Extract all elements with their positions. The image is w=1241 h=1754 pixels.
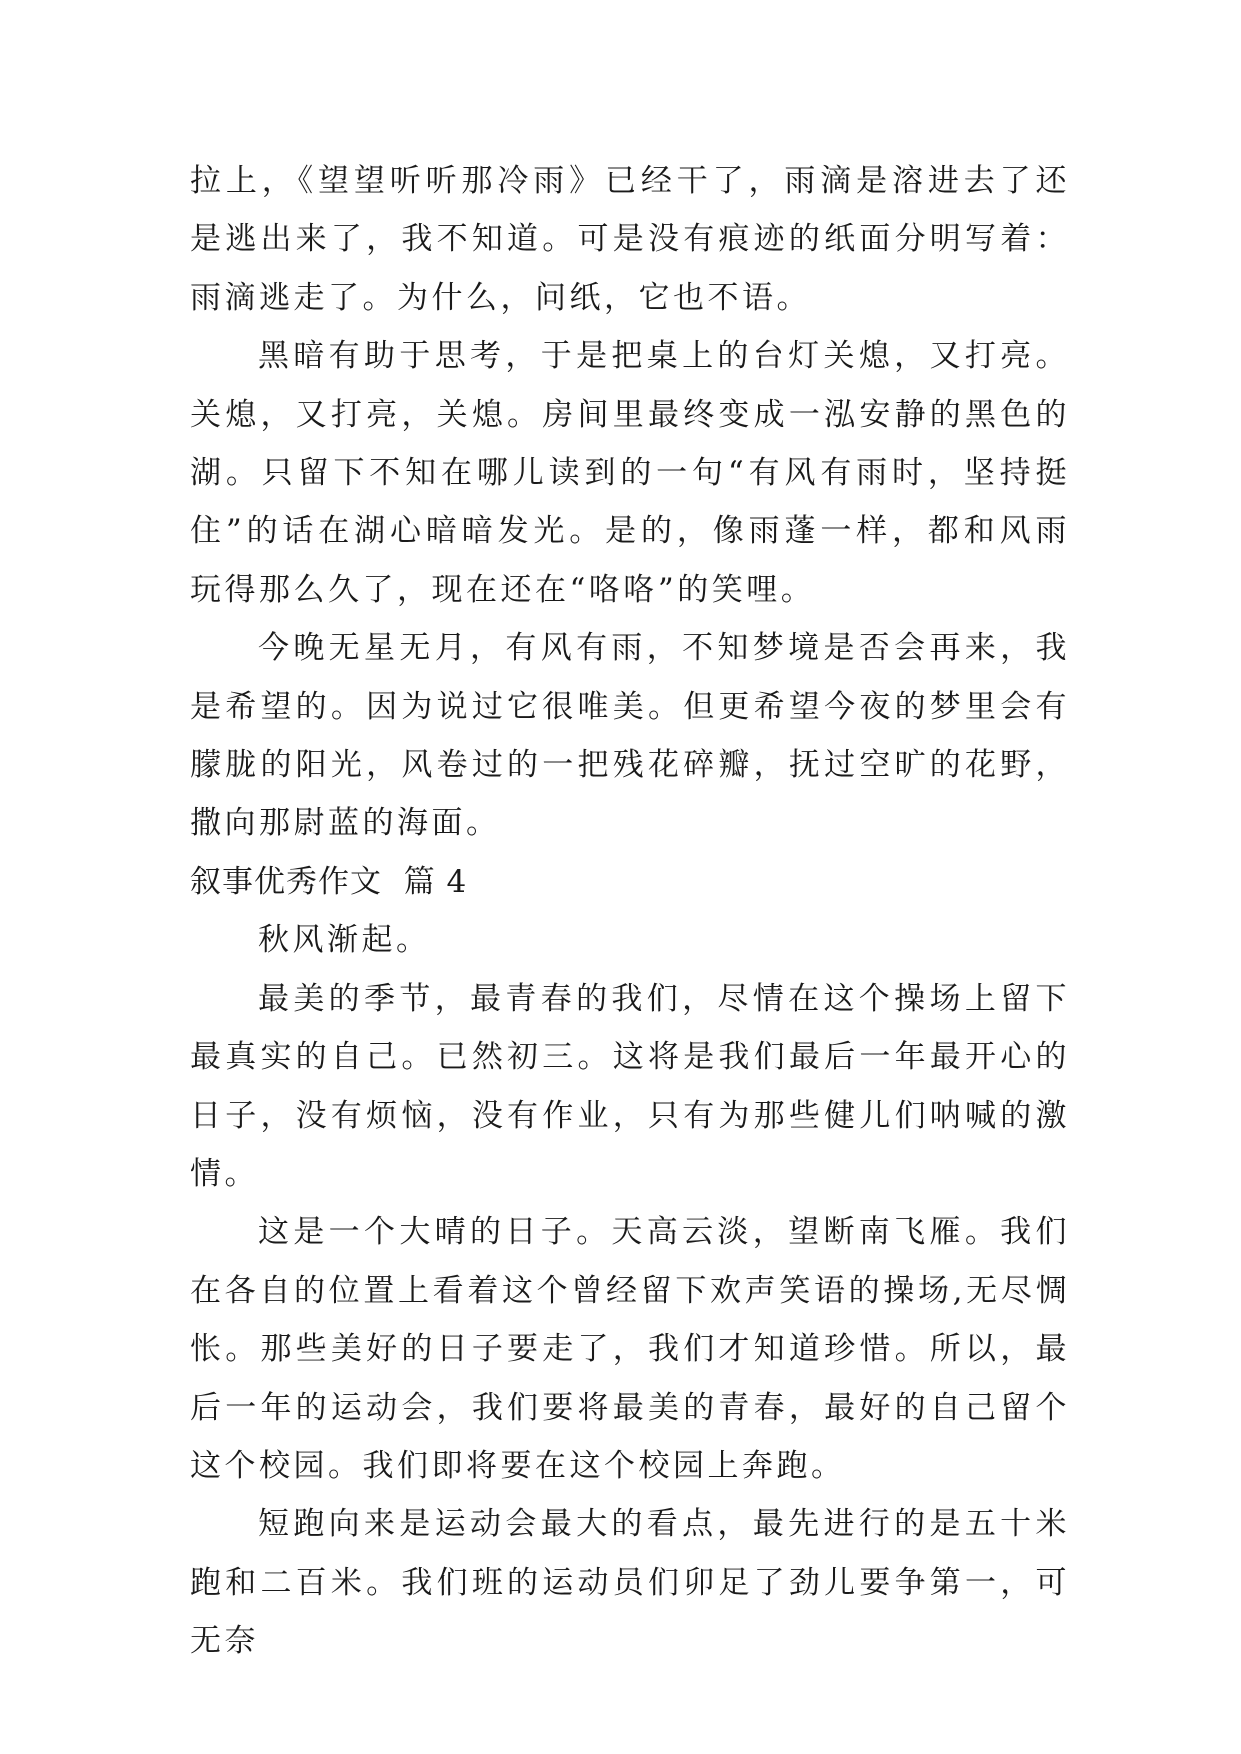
paragraph-autumn-wind: 秋风渐起。 <box>258 922 431 959</box>
paragraph-sunny-day: 这是一个大晴的日子。天高云淡，望断南飞雁。我们在各自的位置上看着这个曾经留下欢声笑语的操场,无尽惆怅。那些美好的日子要走了，我们才知道珍惜。所以，最后一年的运动会，我们要将最美的青春，最好的自己留个这个校园。我们即将要在这个校园上奔跑。 <box>190 1214 1070 1484</box>
section-heading: 叙事优秀作文 篇 4 <box>190 863 468 900</box>
paragraph-continuation: 拉上，《望望听听那冷雨》已经干了，雨滴是溶进去了还是逃出来了，我不知道。可是没有痕迹的纸面分明写着：雨滴逃走了。为什么，问纸，它也不语。 <box>190 163 1070 316</box>
paragraph-tonight: 今晚无星无月，有风有雨，不知梦境是否会再来，我是希望的。因为说过它很唯美。但更希望今夜的梦里会有朦胧的阳光，风卷过的一把残花碎瓣，抚过空旷的花野，撒向那尉蓝的海面。 <box>190 630 1070 842</box>
document-body <box>190 152 1070 1671</box>
paragraph-darkness: 黑暗有助于思考，于是把桌上的台灯关熄，又打亮。关熄，又打亮，关熄。房间里最终变成一泓安静的黑色的湖。只留下不知在哪儿读到的一句“有风有雨时，坚持挺住”的话在湖心暗暗发光。是的，像雨蓬一样，都和风雨玩得那么久了，现在还在“咯咯”的笑哩。 <box>190 338 1070 608</box>
paragraph-sprint: 短跑向来是运动会最大的看点，最先进行的是五十米跑和二百米。我们班的运动员们卯足了劲儿要争第一，可无奈 <box>190 1506 1070 1660</box>
paragraph-season: 最美的季节，最青春的我们，尽情在这个操场上留下最真实的自己。已然初三。这将是我们最后一年最开心的日子，没有烦恼，没有作业，只有为那些健儿们呐喊的激情。 <box>190 980 1070 1192</box>
